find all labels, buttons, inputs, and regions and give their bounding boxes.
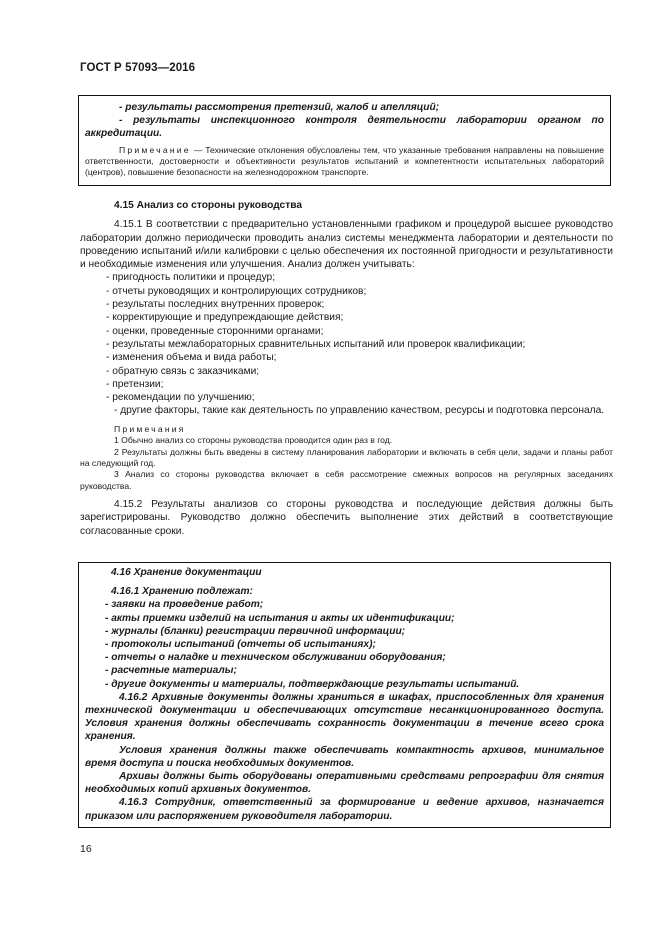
box2-list-item: - другие документы и материалы, подтверждающие результаты испытаний.: [105, 678, 520, 690]
box2-list-item: - журналы (бланки) регистрации первичной информации;: [105, 625, 406, 637]
box1-item: - результаты рассмотрения претензий, жалоб и апелляций;: [119, 102, 440, 113]
list-item: - обратную связь с заказчиками;: [106, 365, 260, 377]
paragraph-4-15-1: 4.15.1 В соответствии с предварительно установленными графиком и процедурой высшее руководство лаборатории должно периодически проводить анализ системы менеджмента лаборатории и деятельности по проведению испытаний и/или калибровки с целью обеспечения их постоянной пригодности и результативности и необходимые изменения или улучшения. Анализ должен учитывать:: [80, 219, 613, 271]
paragraph-archive-equipment: Архивы должны быть оборудованы оперативными средствами репрографии для снятия необходимых копий архивных документов.: [85, 771, 604, 796]
note-item: 3 Анализ со стороны руководства включает в себя рассмотрение смежных вопросов на регулярных заседаниях руководства.: [80, 469, 613, 491]
list-item: - отчеты руководящих и контролирующих сотрудников;: [106, 285, 367, 297]
boxed-section-4-16: [78, 562, 611, 828]
paragraph-4-16-3: 4.16.3 Сотрудник, ответственный за формирование и ведение архивов, назначается приказом или распоряжением руководителя лаборатории.: [85, 797, 604, 822]
note-text: — Технические отклонения обусловлены тем, что указанные требования направлены на повышение ответственности, достоверности и объективности результатов испытаний и компетентности испытательных лабораторий (центров), повышение безопасности на железнодорожном транспорте.: [85, 144, 604, 178]
page-number: 16: [80, 843, 92, 855]
section-title: 4.15 Анализ со стороны руководства: [114, 200, 302, 211]
list-item: - рекомендации по улучшению;: [106, 392, 255, 404]
list-item: - результаты последних внутренних проверок;: [106, 299, 325, 311]
list-item-last: - другие факторы, такие как деятельность по управлению качеством, ресурсы и подготовка персонала.: [114, 405, 605, 417]
section-4-15: [80, 199, 613, 538]
list-item: - пригодность политики и процедур;: [106, 272, 276, 284]
note-item: 2 Результаты должны быть введены в систему планирования лаборатории и включать в себя цели, задачи и планы работ на следующий год.: [80, 446, 613, 468]
list-item: - изменения объема и вида работы;: [106, 352, 277, 364]
paragraph-4-16-2: 4.16.2 Архивные документы должны храниться в шкафах, приспособленных для хранения технической документации и обеспечивающих отсутствие несанкционированного доступа. Условия хранения должны обеспечивать сохранность документации в течение всего срока хранения.: [85, 691, 604, 743]
list-item: - корректирующие и предупреждающие действия;: [106, 312, 344, 324]
box2-list-item: - протоколы испытаний (отчеты об испытаниях);: [105, 639, 376, 651]
list-item: - оценки, проведенные сторонними органами;: [106, 325, 324, 337]
section-title: 4.16 Хранение документации: [111, 567, 262, 578]
box2-list-item: - отчеты о наладке и техническом обслуживании оборудования;: [105, 652, 446, 664]
boxed-deviation-block: [78, 95, 611, 186]
paragraph-4-15-2: 4.15.2 Результаты анализов со стороны руководства и последующие действия должны быть зарегистрированы. Руководство должно обеспечить выполнение этих действий в соответствующие согласованные сроки.: [80, 499, 613, 537]
box1-item: - результаты инспекционного контроля деятельности лаборатории органом по аккредитации.: [85, 115, 604, 140]
box2-list-item: - заявки на проведение работ;: [105, 599, 264, 611]
document-header: ГОСТ Р 57093—2016: [80, 62, 196, 74]
paragraph-storage-conditions: Условия хранения должны также обеспечивать компактность архивов, минимальное время доступа и поиска необходимых документов.: [85, 744, 604, 769]
box2-list-item: - расчетные материалы;: [105, 665, 237, 677]
box2-list-item: - акты приемки изделий на испытания и акты их идентификации;: [105, 612, 455, 624]
note-item: 1 Обычно анализ со стороны руководства проводится один раз в год.: [114, 435, 393, 446]
list-item: - результаты межлабораторных сравнительных испытаний или проверок квалификации;: [106, 338, 526, 350]
list-item: - претензии;: [106, 378, 164, 390]
note-label: Примечание: [119, 144, 191, 155]
box1-note: [85, 145, 604, 179]
notes-label: Примечания: [114, 423, 186, 434]
notes-block: [80, 424, 613, 492]
subsection-4-16-1: 4.16.1 Хранению подлежат:: [111, 586, 253, 598]
